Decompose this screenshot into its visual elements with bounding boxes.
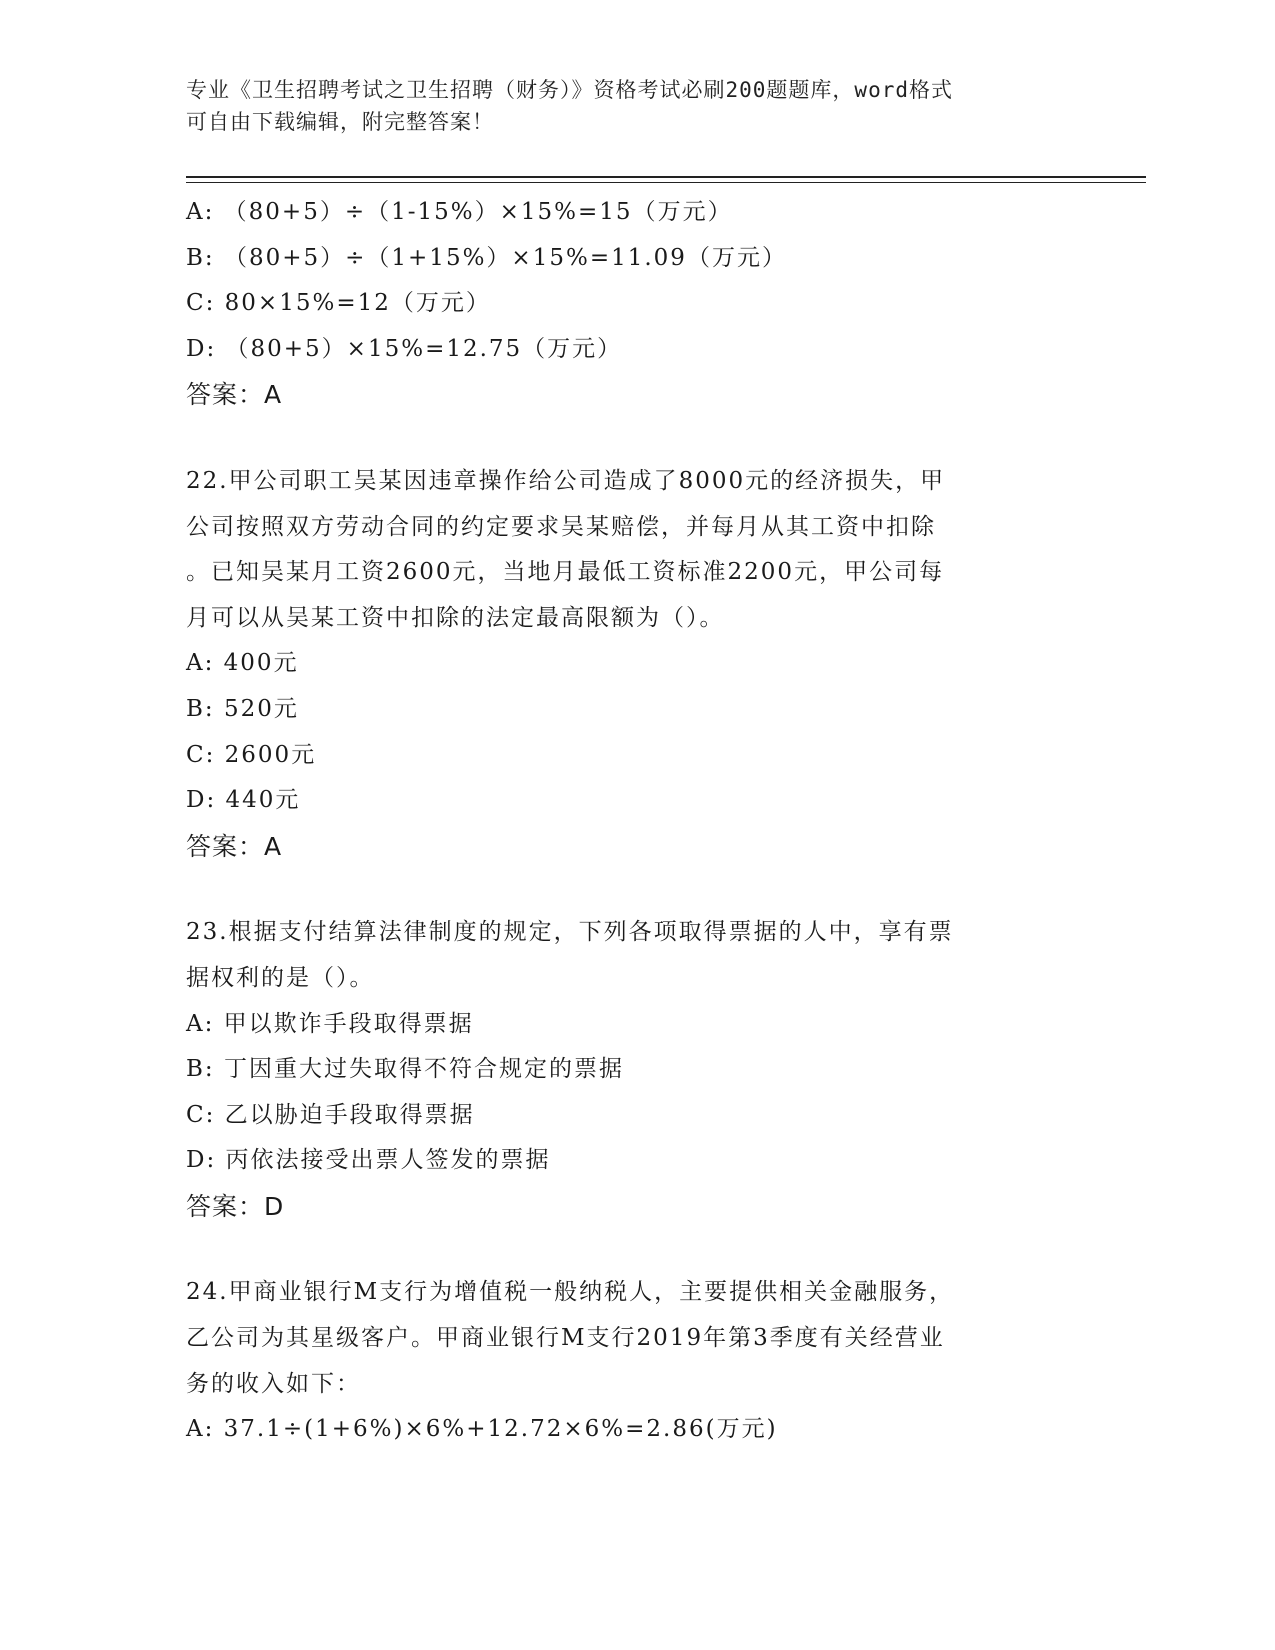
document-header <box>186 74 1066 138</box>
question-stem-line: 公司按照双方劳动合同的约定要求吴某赔偿，并每月从其工资中扣除 <box>186 513 936 540</box>
option-c: C: 80×15%=12（万元） <box>186 290 491 317</box>
option-a: A: 甲以欺诈手段取得票据 <box>186 1010 474 1037</box>
header-divider-thin <box>186 182 1146 183</box>
question-21-tail <box>186 190 1086 418</box>
question-22 <box>186 459 1086 869</box>
question-23 <box>186 910 1086 1229</box>
option-c: C: 2600元 <box>186 741 317 768</box>
question-stem-line: 23.根据支付结算法律制度的规定，下列各项取得票据的人中，享有票 <box>186 919 954 946</box>
question-stem-line: 务的收入如下： <box>186 1370 361 1397</box>
question-stem-line: 24.甲商业银行M支行为增值税一般纳税人，主要提供相关金融服务， <box>186 1279 955 1306</box>
question-content <box>186 190 1086 1453</box>
answer: 答案：A <box>186 380 283 410</box>
option-d: D: （80+5）×15%=12.75（万元） <box>186 335 623 362</box>
header-line-2: 可自由下载编辑，附完整答案！ <box>186 110 494 134</box>
option-d: D: 丙依法接受出票人签发的票据 <box>186 1147 551 1174</box>
option-a: A: 37.1÷(1+6%)×6%+12.72×6%=2.86(万元) <box>186 1416 778 1443</box>
option-b: B: 丁因重大过失取得不符合规定的票据 <box>186 1056 624 1083</box>
question-stem-line: 月可以从吴某工资中扣除的法定最高限额为（）。 <box>186 604 725 631</box>
answer: 答案：D <box>186 1191 285 1221</box>
option-a: A: 400元 <box>186 650 299 677</box>
option-a: A: （80+5）÷（1-15%）×15%=15（万元） <box>186 199 733 225</box>
question-stem-line: 据权利的是（）。 <box>186 964 375 991</box>
option-b: B: 520元 <box>186 695 299 722</box>
question-stem-line: 22.甲公司职工吴某因违章操作给公司造成了8000元的经济损失，甲 <box>186 467 946 494</box>
answer: 答案：A <box>186 831 283 861</box>
header-divider <box>186 176 1146 178</box>
question-stem-line: 。已知吴某月工资2600元，当地月最低工资标准2200元，甲公司每 <box>186 559 945 586</box>
option-d: D: 440元 <box>186 787 301 814</box>
header-line-1: 专业《卫生招聘考试之卫生招聘（财务）》资格考试必刷200题题库，word格式 <box>186 78 953 102</box>
option-c: C: 乙以胁迫手段取得票据 <box>186 1101 475 1128</box>
question-24 <box>186 1270 1086 1452</box>
question-stem-line: 乙公司为其星级客户。甲商业银行M支行2019年第3季度有关经营业 <box>186 1325 945 1352</box>
option-b: B: （80+5）÷（1+15%）×15%=11.09（万元） <box>186 244 787 271</box>
